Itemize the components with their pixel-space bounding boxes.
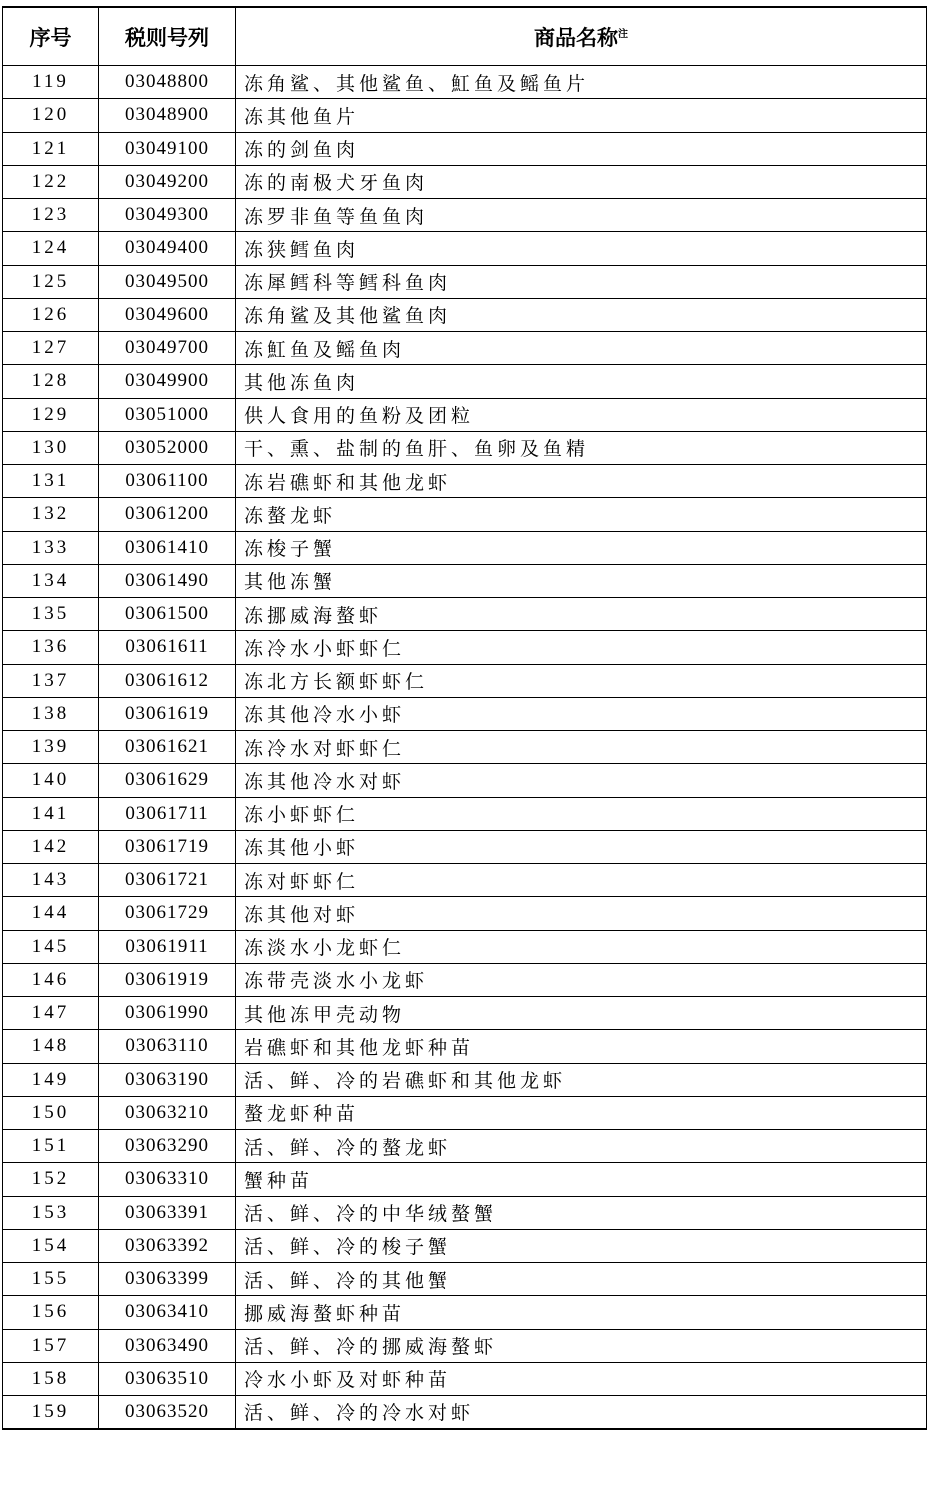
table-row: [3, 398, 927, 431]
row-code: 03049500: [99, 265, 236, 298]
table-row: [3, 199, 927, 232]
row-name: 冻北方长额虾虾仁: [236, 664, 927, 697]
row-name: 活、鲜、冷的岩礁虾和其他龙虾: [236, 1063, 927, 1096]
row-name: 冻螯龙虾: [236, 498, 927, 531]
row-code: 03061100: [99, 465, 236, 498]
row-code: 03061919: [99, 963, 236, 996]
row-code: 03061619: [99, 697, 236, 730]
row-code: 03049300: [99, 199, 236, 232]
table-row: [3, 664, 927, 697]
row-name: 冻岩礁虾和其他龙虾: [236, 465, 927, 498]
row-code: 03049900: [99, 365, 236, 398]
table-row: [3, 332, 927, 365]
row-name: 冻罗非鱼等鱼鱼肉: [236, 199, 927, 232]
row-code: 03061990: [99, 997, 236, 1030]
table-row: [3, 997, 927, 1030]
row-name: 冻梭子蟹: [236, 531, 927, 564]
row-code: 03049200: [99, 165, 236, 198]
table-row: [3, 265, 927, 298]
row-seq: 142: [3, 830, 99, 863]
row-code: 03063399: [99, 1263, 236, 1296]
table-row: [3, 797, 927, 830]
table-row: [3, 1396, 927, 1429]
table-row: [3, 431, 927, 464]
row-name: 冻淡水小龙虾仁: [236, 930, 927, 963]
row-seq: 155: [3, 1263, 99, 1296]
row-name: 冻其他冷水小虾: [236, 697, 927, 730]
header-name: [236, 7, 927, 66]
row-seq: 150: [3, 1096, 99, 1129]
row-seq: 140: [3, 764, 99, 797]
table-row: [3, 531, 927, 564]
row-seq: 132: [3, 498, 99, 531]
row-name: 其他冻蟹: [236, 564, 927, 597]
row-seq: 147: [3, 997, 99, 1030]
table-row: [3, 1329, 927, 1362]
row-name: 挪威海螯虾种苗: [236, 1296, 927, 1329]
row-name: 冻其他对虾: [236, 897, 927, 930]
header-row: [3, 7, 927, 66]
table-row: [3, 930, 927, 963]
row-seq: 143: [3, 864, 99, 897]
table-row: [3, 1263, 927, 1296]
row-seq: 124: [3, 232, 99, 265]
row-seq: 131: [3, 465, 99, 498]
table-row: [3, 165, 927, 198]
row-seq: 121: [3, 132, 99, 165]
header-seq: 序号: [3, 7, 99, 66]
table-row: [3, 365, 927, 398]
row-name: 其他冻鱼肉: [236, 365, 927, 398]
row-code: 03061729: [99, 897, 236, 930]
row-name: 冻魟鱼及鳐鱼肉: [236, 332, 927, 365]
tariff-table: [2, 6, 927, 1430]
row-name: 冻小虾虾仁: [236, 797, 927, 830]
row-seq: 133: [3, 531, 99, 564]
row-seq: 123: [3, 199, 99, 232]
row-name: 冷水小虾及对虾种苗: [236, 1362, 927, 1395]
table-row: [3, 1229, 927, 1262]
row-code: 03063310: [99, 1163, 236, 1196]
table-header: [3, 7, 927, 66]
row-code: 03061719: [99, 830, 236, 863]
row-seq: 151: [3, 1130, 99, 1163]
table-row: [3, 864, 927, 897]
table-row: [3, 598, 927, 631]
row-code: 03061621: [99, 731, 236, 764]
table-row: [3, 99, 927, 132]
row-seq: 146: [3, 963, 99, 996]
row-name: 冻其他小虾: [236, 830, 927, 863]
row-code: 03061410: [99, 531, 236, 564]
row-name: 活、鲜、冷的其他蟹: [236, 1263, 927, 1296]
header-name-label: 商品名称: [534, 25, 618, 50]
row-code: 03049700: [99, 332, 236, 365]
row-code: 03061721: [99, 864, 236, 897]
table-row: [3, 66, 927, 99]
table-row: [3, 1362, 927, 1395]
row-name: 冻的南极犬牙鱼肉: [236, 165, 927, 198]
row-code: 03049400: [99, 232, 236, 265]
table-row: [3, 963, 927, 996]
row-code: 03063490: [99, 1329, 236, 1362]
row-name: 活、鲜、冷的挪威海螯虾: [236, 1329, 927, 1362]
table-row: [3, 764, 927, 797]
row-seq: 122: [3, 165, 99, 198]
row-code: 03063410: [99, 1296, 236, 1329]
table-row: [3, 697, 927, 730]
row-code: 03063392: [99, 1229, 236, 1262]
row-seq: 152: [3, 1163, 99, 1196]
row-code: 03063110: [99, 1030, 236, 1063]
row-seq: 128: [3, 365, 99, 398]
row-code: 03048800: [99, 66, 236, 99]
row-name: 活、鲜、冷的梭子蟹: [236, 1229, 927, 1262]
row-seq: 156: [3, 1296, 99, 1329]
row-name: 其他冻甲壳动物: [236, 997, 927, 1030]
table-row: [3, 1096, 927, 1129]
table-body: [3, 66, 927, 1429]
row-seq: 130: [3, 431, 99, 464]
table-row: [3, 1163, 927, 1196]
row-name: 岩礁虾和其他龙虾种苗: [236, 1030, 927, 1063]
row-name: 冻角鲨及其他鲨鱼肉: [236, 298, 927, 331]
row-name: 冻冷水对虾虾仁: [236, 731, 927, 764]
row-name: 冻挪威海螯虾: [236, 598, 927, 631]
row-seq: 141: [3, 797, 99, 830]
row-seq: 154: [3, 1229, 99, 1262]
row-seq: 120: [3, 99, 99, 132]
row-seq: 157: [3, 1329, 99, 1362]
row-code: 03061711: [99, 797, 236, 830]
row-code: 03063190: [99, 1063, 236, 1096]
row-name: 冻狭鳕鱼肉: [236, 232, 927, 265]
row-name: 活、鲜、冷的冷水对虾: [236, 1396, 927, 1429]
row-name: 蟹种苗: [236, 1163, 927, 1196]
row-code: 03061200: [99, 498, 236, 531]
row-code: 03052000: [99, 431, 236, 464]
row-seq: 159: [3, 1396, 99, 1429]
row-seq: 134: [3, 564, 99, 597]
row-name: 冻角鲨、其他鲨鱼、魟鱼及鳐鱼片: [236, 66, 927, 99]
table-row: [3, 232, 927, 265]
row-name: 活、鲜、冷的中华绒螯蟹: [236, 1196, 927, 1229]
row-code: 03061490: [99, 564, 236, 597]
row-seq: 144: [3, 897, 99, 930]
row-code: 03049600: [99, 298, 236, 331]
row-code: 03063210: [99, 1096, 236, 1129]
row-name: 冻其他鱼片: [236, 99, 927, 132]
table-row: [3, 897, 927, 930]
row-name: 冻带壳淡水小龙虾: [236, 963, 927, 996]
table-row: [3, 132, 927, 165]
tariff-table-container: [2, 6, 927, 1430]
table-row: [3, 731, 927, 764]
row-name: 供人食用的鱼粉及团粒: [236, 398, 927, 431]
row-seq: 139: [3, 731, 99, 764]
row-name: 冻其他冷水对虾: [236, 764, 927, 797]
table-row: [3, 498, 927, 531]
row-seq: 119: [3, 66, 99, 99]
row-code: 03061911: [99, 930, 236, 963]
row-name: 螯龙虾种苗: [236, 1096, 927, 1129]
header-code: 税则号列: [99, 7, 236, 66]
table-row: [3, 631, 927, 664]
row-seq: 137: [3, 664, 99, 697]
row-code: 03061611: [99, 631, 236, 664]
row-name: 冻冷水小虾虾仁: [236, 631, 927, 664]
row-code: 03049100: [99, 132, 236, 165]
row-seq: 135: [3, 598, 99, 631]
row-name: 冻犀鳕科等鳕科鱼肉: [236, 265, 927, 298]
row-name: 冻对虾虾仁: [236, 864, 927, 897]
row-seq: 138: [3, 697, 99, 730]
table-row: [3, 1063, 927, 1096]
table-row: [3, 1296, 927, 1329]
row-code: 03061612: [99, 664, 236, 697]
row-seq: 149: [3, 1063, 99, 1096]
row-seq: 148: [3, 1030, 99, 1063]
row-seq: 158: [3, 1362, 99, 1395]
row-name: 干、熏、盐制的鱼肝、鱼卵及鱼精: [236, 431, 927, 464]
table-row: [3, 1030, 927, 1063]
row-code: 03063510: [99, 1362, 236, 1395]
row-seq: 153: [3, 1196, 99, 1229]
row-code: 03063391: [99, 1196, 236, 1229]
row-seq: 145: [3, 930, 99, 963]
row-name: 活、鲜、冷的螯龙虾: [236, 1130, 927, 1163]
header-name-note: 注: [618, 28, 628, 40]
table-row: [3, 830, 927, 863]
row-code: 03061500: [99, 598, 236, 631]
row-seq: 126: [3, 298, 99, 331]
row-name: 冻的剑鱼肉: [236, 132, 927, 165]
row-code: 03061629: [99, 764, 236, 797]
table-row: [3, 1130, 927, 1163]
table-row: [3, 298, 927, 331]
table-row: [3, 564, 927, 597]
row-seq: 129: [3, 398, 99, 431]
row-code: 03051000: [99, 398, 236, 431]
table-row: [3, 1196, 927, 1229]
row-code: 03063520: [99, 1396, 236, 1429]
row-seq: 125: [3, 265, 99, 298]
row-code: 03063290: [99, 1130, 236, 1163]
row-seq: 127: [3, 332, 99, 365]
row-seq: 136: [3, 631, 99, 664]
row-code: 03048900: [99, 99, 236, 132]
table-row: [3, 465, 927, 498]
